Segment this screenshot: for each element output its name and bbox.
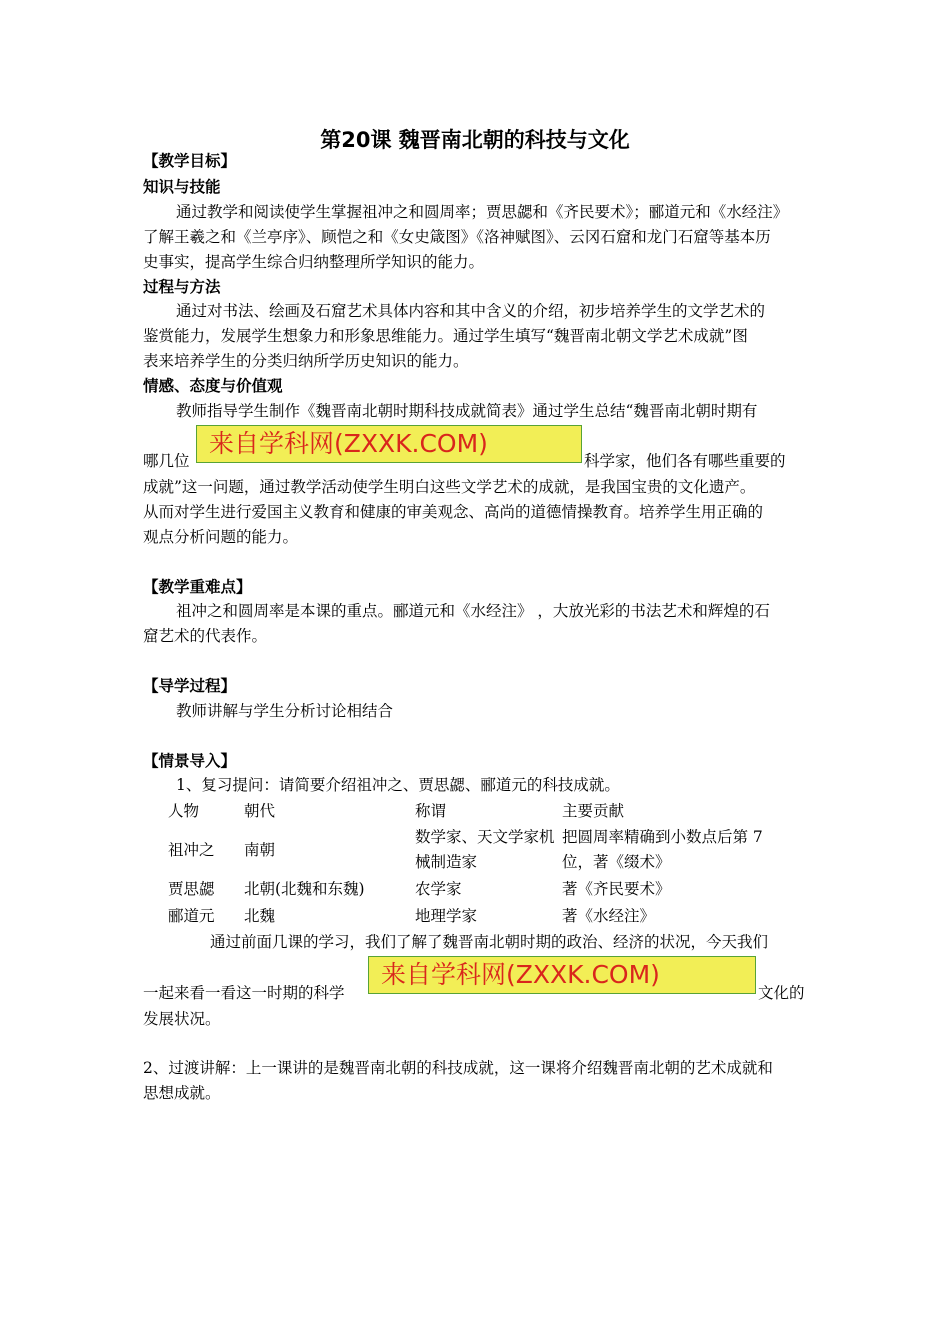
section-heading-scene: 【情景导入】 bbox=[143, 752, 237, 770]
paragraph-line: 窟艺术的代表作。 bbox=[143, 627, 268, 645]
page-title: 第20课 魏晋南北朝的科技与文化 bbox=[320, 128, 630, 152]
table-cell: 著《齐民要术》 bbox=[562, 880, 671, 898]
subheading-process: 过程与方法 bbox=[143, 278, 221, 296]
paragraph-line: 教师讲解与学生分析讨论相结合 bbox=[176, 702, 394, 720]
paragraph-line: 教师指导学生制作《魏晋南北朝时期科技成就简表》通过学生总结“魏晋南北朝时期有 bbox=[176, 402, 758, 420]
section-heading-guide: 【导学过程】 bbox=[143, 677, 237, 695]
table-header: 人物 bbox=[168, 802, 200, 820]
table-cell: 祖冲之 bbox=[168, 841, 215, 859]
table-cell: 数学家、天文学家机 bbox=[415, 828, 555, 846]
table-header: 主要贡献 bbox=[562, 802, 625, 820]
paragraph-line: 观点分析问题的能力。 bbox=[143, 528, 299, 546]
watermark-logo: 来自学科网(ZXXK.COM) bbox=[368, 956, 756, 994]
paragraph-line: 思想成就。 bbox=[143, 1084, 221, 1102]
question-line: 1、复习提问：请简要介绍祖冲之、贾思勰、郦道元的科技成就。 bbox=[176, 776, 620, 794]
table-cell: 械制造家 bbox=[415, 853, 478, 871]
table-cell: 贾思勰 bbox=[168, 880, 215, 898]
watermark-logo: 来自学科网(ZXXK.COM) bbox=[196, 425, 582, 463]
paragraph-line: 科学家，他们各有哪些重要的 bbox=[584, 452, 786, 470]
table-cell: 南朝 bbox=[244, 841, 276, 859]
table-header: 朝代 bbox=[244, 802, 276, 820]
paragraph-line: 鉴赏能力，发展学生想象力和形象思维能力。通过学生填写“魏晋南北朝文学艺术成就”图 bbox=[143, 327, 748, 345]
paragraph-line: 史事实，提高学生综合归纳整理所学知识的能力。 bbox=[143, 253, 485, 271]
table-cell: 把圆周率精确到小数点后第 7 bbox=[562, 828, 763, 846]
table-cell: 地理学家 bbox=[415, 907, 478, 925]
table-cell: 农学家 bbox=[415, 880, 462, 898]
table-cell: 著《水经注》 bbox=[562, 907, 656, 925]
paragraph-line: 哪几位 bbox=[143, 452, 190, 470]
table-header: 称谓 bbox=[415, 802, 447, 820]
paragraph-line: 通过前面几课的学习，我们了解了魏晋南北朝时期的政治、经济的状况，今天我们 bbox=[210, 933, 769, 951]
paragraph-line: 从而对学生进行爱国主义教育和健康的审美观念、高尚的道德情操教育。培养学生用正确的 bbox=[143, 503, 764, 521]
subheading-emotion: 情感、态度与价值观 bbox=[143, 377, 283, 395]
paragraph-line: 发展状况。 bbox=[143, 1010, 221, 1028]
paragraph-line: 成就”这一问题，通过教学活动使学生明白这些文学艺术的成就，是我国宝贵的文化遗产。 bbox=[143, 478, 756, 496]
paragraph-line: 文化的 bbox=[758, 984, 805, 1002]
table-cell: 郦道元 bbox=[168, 907, 215, 925]
section-heading-goals: 【教学目标】 bbox=[143, 152, 237, 170]
paragraph-line: 祖冲之和圆周率是本课的重点。郦道元和《水经注》 ，大放光彩的书法艺术和辉煌的石 bbox=[176, 602, 770, 620]
paragraph-line: 通过对书法、绘画及石窟艺术具体内容和其中含义的介绍，初步培养学生的文学艺术的 bbox=[176, 302, 766, 320]
paragraph-line: 了解王羲之和《兰亭序》、顾恺之和《女史箴图》《洛神赋图》、云冈石窟和龙门石窟等基本历 bbox=[143, 228, 771, 246]
paragraph-line: 2、过渡讲解：上一课讲的是魏晋南北朝的科技成就，这一课将介绍魏晋南北朝的艺术成就和 bbox=[143, 1059, 773, 1077]
table-cell: 北朝(北魏和东魏) bbox=[244, 880, 365, 898]
table-cell: 位，著《缀术》 bbox=[562, 853, 671, 871]
section-heading-key-points: 【教学重难点】 bbox=[143, 578, 252, 596]
table-cell: 北魏 bbox=[244, 907, 276, 925]
subheading-knowledge: 知识与技能 bbox=[143, 178, 221, 196]
paragraph-line: 表来培养学生的分类归纳所学历史知识的能力。 bbox=[143, 352, 469, 370]
paragraph-line: 一起来看一看这一时期的科学 bbox=[143, 984, 345, 1002]
paragraph-line: 通过教学和阅读使学生掌握祖冲之和圆周率；贾思勰和《齐民要术》；郦道元和《水经注》 bbox=[176, 203, 789, 221]
